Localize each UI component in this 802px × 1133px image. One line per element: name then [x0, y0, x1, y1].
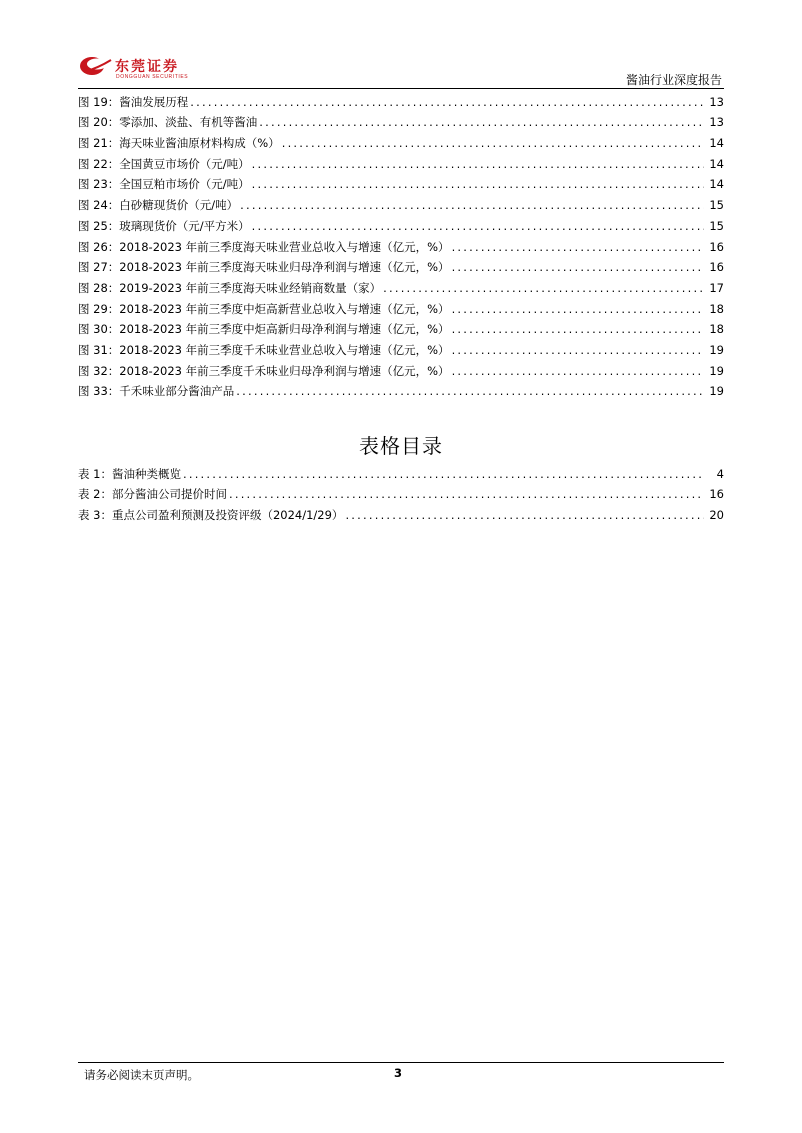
toc-entry-label: 图 25：玻璃现货价（元/平方米） — [78, 218, 250, 233]
toc-entry[interactable] — [78, 255, 724, 276]
toc-entry-label: 图 22：全国黄豆市场价（元/吨） — [78, 156, 250, 171]
toc-leader-dots — [252, 177, 704, 192]
toc-entry[interactable] — [78, 379, 724, 400]
logo-english-text: DONGGUAN SECURITIES — [116, 74, 189, 80]
toc-entry-page: 16 — [709, 239, 724, 254]
toc-leader-dots — [452, 302, 704, 317]
toc-entry-page: 19 — [709, 363, 724, 378]
toc-leader-dots — [252, 219, 704, 234]
logo-swoosh-icon — [78, 54, 112, 78]
toc-leader-dots — [229, 487, 704, 502]
toc-entry-page: 15 — [709, 198, 724, 213]
toc-entry-label: 图 26：2018-2023 年前三季度海天味业营业总收入与增速（亿元，%） — [78, 239, 450, 254]
page-number: 3 — [394, 1066, 403, 1080]
toc-entry-label: 图 21：海天味业酱油原材料构成（%） — [78, 136, 280, 151]
toc-entry-page: 13 — [709, 94, 724, 109]
toc-leader-dots — [259, 115, 704, 130]
toc-entry-page: 14 — [709, 177, 724, 192]
toc-leader-dots — [282, 136, 704, 151]
toc-entry-label: 图 20：零添加、淡盐、有机等酱油 — [78, 115, 258, 130]
toc-entry-page: 16 — [709, 487, 724, 502]
toc-entry-page: 13 — [709, 115, 724, 130]
toc-entry-label: 图 27：2018-2023 年前三季度海天味业归母净利润与增速（亿元，%） — [78, 260, 450, 275]
toc-entry[interactable] — [78, 482, 724, 503]
toc-entry[interactable] — [78, 234, 724, 255]
toc-entry-label: 表 2：部分酱油公司提价时间 — [78, 487, 227, 502]
footer-disclaimer-note: 请务必阅读末页声明。 — [84, 1068, 199, 1082]
toc-entry[interactable] — [78, 296, 724, 317]
toc-entry[interactable] — [78, 192, 724, 213]
toc-entry-page: 14 — [709, 136, 724, 151]
toc-leader-dots — [452, 343, 704, 358]
toc-entry-page: 19 — [709, 342, 724, 357]
footer-divider — [78, 1062, 724, 1063]
toc-entry-label: 图 33：千禾味业部分酱油产品 — [78, 384, 235, 399]
toc-leader-dots — [236, 384, 704, 399]
toc-entry-label: 图 28：2019-2023 年前三季度海天味业经销商数量（家） — [78, 280, 382, 295]
toc-leader-dots — [252, 157, 704, 172]
toc-entry[interactable] — [78, 130, 724, 151]
toc-entry-page: 4 — [716, 466, 724, 481]
toc-leader-dots — [452, 240, 704, 255]
toc-entry[interactable] — [78, 89, 724, 110]
toc-entry-page: 14 — [709, 156, 724, 171]
toc-entry-page: 19 — [709, 384, 724, 399]
toc-leader-dots — [345, 508, 704, 523]
tables-section-title: 表格目录 — [359, 434, 443, 458]
toc-leader-dots — [383, 281, 704, 296]
page-header — [0, 0, 802, 95]
toc-entry-label: 图 32：2018-2023 年前三季度千禾味业归母净利润与增速（亿元，%） — [78, 363, 450, 378]
toc-entry[interactable] — [78, 275, 724, 296]
toc-leader-dots — [452, 260, 704, 275]
logo-chinese-text: 东莞证券 — [115, 59, 179, 75]
report-title: 酱油行业深度报告 — [625, 73, 722, 87]
toc-entry-label: 表 1：酱油种类概览 — [78, 466, 181, 481]
toc-entry-label: 图 31：2018-2023 年前三季度千禾味业营业总收入与增速（亿元，%） — [78, 342, 450, 357]
toc-entry-page: 17 — [709, 280, 724, 295]
toc-entry[interactable] — [78, 151, 724, 172]
toc-entry[interactable] — [78, 317, 724, 338]
toc-entry-label: 表 3：重点公司盈利预测及投资评级（2024/1/29） — [78, 508, 344, 523]
toc-entry-label: 图 19：酱油发展历程 — [78, 94, 189, 109]
toc-entry-page: 18 — [709, 322, 724, 337]
toc-entry-page: 18 — [709, 301, 724, 316]
toc-entry-label: 图 23：全国豆粕市场价（元/吨） — [78, 177, 250, 192]
toc-entry-label: 图 24：白砂糖现货价（元/吨） — [78, 198, 239, 213]
toc-leader-dots — [183, 467, 704, 482]
toc-entry[interactable] — [78, 110, 724, 131]
toc-entry[interactable] — [78, 213, 724, 234]
figure-toc-list — [78, 89, 724, 399]
toc-entry-page: 20 — [709, 508, 724, 523]
toc-entry-page: 16 — [709, 260, 724, 275]
toc-entry-page: 15 — [709, 218, 724, 233]
toc-leader-dots — [452, 364, 704, 379]
toc-entry[interactable] — [78, 461, 724, 482]
toc-leader-dots — [452, 322, 704, 337]
toc-entry[interactable] — [78, 358, 724, 379]
toc-entry-label: 图 29：2018-2023 年前三季度中炬高新营业总收入与增速（亿元，%） — [78, 301, 450, 316]
company-logo — [78, 54, 208, 84]
table-toc-list — [78, 461, 724, 523]
toc-entry[interactable] — [78, 172, 724, 193]
toc-entry[interactable] — [78, 337, 724, 358]
toc-leader-dots — [240, 198, 704, 213]
toc-entry-label: 图 30：2018-2023 年前三季度中炬高新归母净利润与增速（亿元，%） — [78, 322, 450, 337]
toc-leader-dots — [190, 95, 704, 110]
toc-entry[interactable] — [78, 502, 724, 523]
